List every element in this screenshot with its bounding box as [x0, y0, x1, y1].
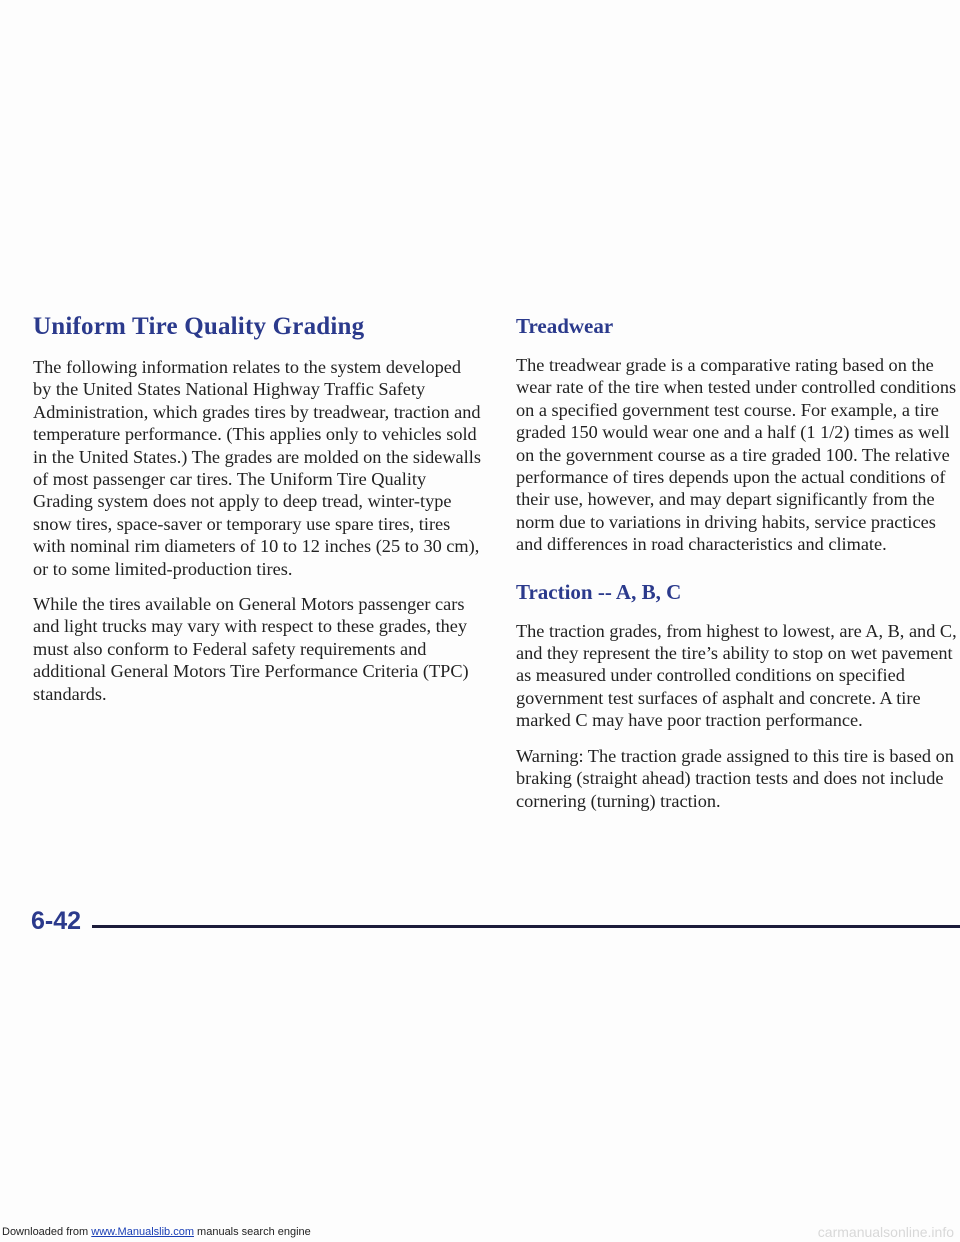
gm-paragraph: While the tires available on General Motors passenger cars and light trucks may vary with respect to these grades, they must also conform to Federal safety requirements and additional General Motors Tire Performance Criteria (TPC) standards. [33, 594, 469, 704]
section-heading: Uniform Tire Quality Grading [33, 313, 365, 340]
watermark: carmanualsonline.info [817, 1224, 954, 1240]
intro-paragraph: The following information relates to the system developed by the United States National Highway Traffic Safety Administration, which grades tires by treadwear, traction and temperature performance. (This applies only to vehicles sold in the United States.) The grades are molded on the sidewalls of most passenger car tires. The Uniform Tire Quality Grading system does not apply to deep tread, winter-type snow tires, space-saver or temporary use spare tires, tires with nominal rim diameters of 10 to 12 inches (25 to 30 cm), or to some limited-production tires. [33, 357, 481, 579]
footer-prefix: Downloaded from [2, 1226, 89, 1238]
traction-warning-paragraph: Warning: The traction grade assigned to this tire is based on braking (straight ahead) traction tests and does not include cornering (turning) traction. [516, 745, 954, 811]
traction-paragraph: The traction grades, from highest to lowest, are A, B, and C, and they represent the tire’s ability to stop on wet pavement as measured under controlled conditions on specified government test surfaces of asphalt and concrete. A tire marked C may have poor traction performance. [516, 620, 957, 731]
footer-divider [92, 925, 960, 928]
page-number: 6-42 [31, 907, 82, 935]
footer-suffix: manuals search engine [197, 1226, 311, 1238]
treadwear-paragraph: The treadwear grade is a comparative rating based on the wear rate of the tire when tested under controlled conditions on a specified government test course. For example, a tire graded 150 would wear one and a half (1 1/2) times as well on the government course as a tire graded 100. The relative performance of tires depends upon the actual conditions of their use, however, and may depart significantly from the norm due to variations in driving habits, service practices and differences in road characteristics and climate. [516, 355, 957, 555]
download-footer [2, 1226, 311, 1238]
traction-heading: Traction -- A, B, C [516, 579, 682, 604]
manualslib-link[interactable]: www.Manualslib.com [91, 1226, 194, 1238]
right-column [516, 312, 960, 825]
left-column [33, 312, 483, 718]
treadwear-heading: Treadwear [516, 314, 614, 338]
